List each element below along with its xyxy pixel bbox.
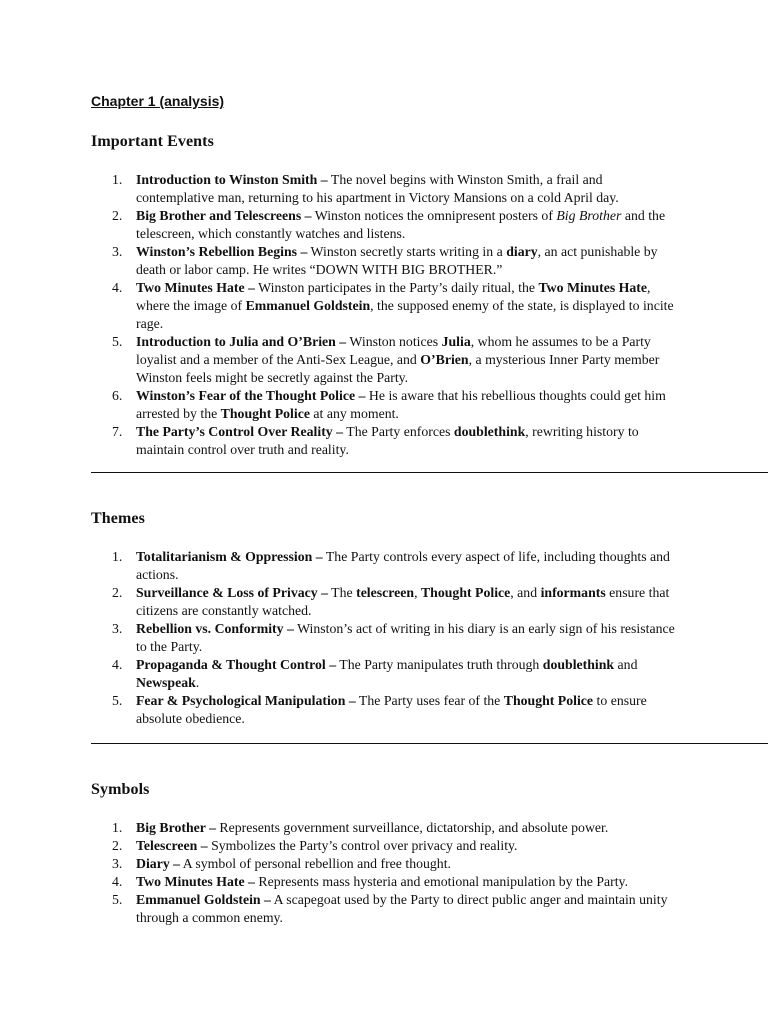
list-item [91,207,676,243]
list-item-number: 5. [112,693,123,708]
bold-term: Emmanuel Goldstein [245,298,371,313]
bold-term: O’Brien [420,352,469,367]
bold-term: Thought Police [420,585,511,600]
bold-term: Emmanuel Goldstein – [136,892,271,907]
list-item-number: 3. [112,621,123,636]
list-item-text: ensure that citizens are constantly watched. [136,585,670,618]
bold-term: The Party’s Control Over Reality – [136,424,344,439]
bold-term: Introduction to Julia and O’Brien – [136,334,347,349]
list-item-text: The novel begins with Winston Smith, a frail and contemplative man, returning to his apartment in Victory Mansions on a cold April day. [136,172,619,205]
list-item-text: Winston notices [346,334,442,349]
list-item-number: 1. [112,549,123,564]
bold-term: Winston’s Rebellion Begins – [136,244,308,259]
bold-term: Fear & Psychological Manipulation – [136,693,356,708]
list-item-number: 1. [112,820,123,835]
list-item [91,873,676,891]
list-item [91,692,676,728]
list-item [91,548,676,584]
list-item [91,819,676,837]
list-item-text: , rewriting history to maintain control over truth and reality. [136,424,639,457]
list-item-text: Represents mass hysteria and emotional manipulation by the Party. [254,874,629,889]
list-item-text: A scapegoat used by the Party to direct public anger and maintain unity through a common enemy. [136,892,668,925]
bold-term: doublethink [453,424,526,439]
list-item-text: and the telescreen, which constantly watches and listens. [136,208,666,241]
bold-term: Propaganda & Thought Control – [136,657,337,672]
list-item [91,584,676,620]
list-item-text: Winston’s act of writing in his diary is an early sign of his resistance to the Party. [136,621,675,654]
bold-term: Thought Police [503,693,594,708]
list-item-number: 2. [112,208,123,223]
list-item-number: 2. [112,838,123,853]
list-item-number: 4. [112,874,123,889]
bold-term: informants [540,585,606,600]
list-item-text: A symbol of personal rebellion and free thought. [180,856,451,871]
list-item [91,243,676,279]
list-item-text: , a mysterious Inner Party member Winston feels might be secretly against the Party. [136,352,660,385]
bold-term: Two Minutes Hate – [136,280,255,295]
list-item-number: 5. [112,892,123,907]
list-item-number: 7. [112,424,123,439]
bold-term: telescreen [356,585,415,600]
list-item [91,837,676,855]
section-heading-important-events: Important Events [91,133,214,150]
list-item-text: Symbolizes the Party’s control over privacy and reality. [207,838,518,853]
list-item-number: 3. [112,244,123,259]
list-item-number: 3. [112,856,123,871]
list-item-text: to ensure absolute obedience. [136,693,647,726]
bold-term: Rebellion vs. Conformity – [136,621,294,636]
list-item-text: Winston secretly starts writing in a [307,244,507,259]
bold-term: Totalitarianism & Oppression – [136,549,323,564]
list-item-text: The Party enforces [343,424,454,439]
section-divider [91,743,768,744]
bold-term: diary [506,244,538,259]
list-item [91,171,676,207]
list-item-number: 1. [112,172,123,187]
list-item-text: , where the image of [136,280,651,313]
list-item [91,855,676,873]
bold-term: Introduction to Winston Smith – [136,172,328,187]
list-item-text: He is aware that his rebellious thoughts could get him arrested by the [136,388,666,421]
list-item [91,656,676,692]
bold-term: Diary – [136,856,181,871]
list-item-text: The Party controls every aspect of life, including thoughts and actions. [136,549,670,582]
italic-term: Big Brother [556,208,622,223]
list-item-number: 4. [112,280,123,295]
list-item [91,891,676,927]
list-item [91,387,676,423]
bold-term: Thought Police [220,406,310,421]
section-heading-symbols: Symbols [91,781,150,798]
bold-term: Surveillance & Loss of Privacy – [136,585,328,600]
list-item-text: and [614,657,638,672]
list-item-number: 6. [112,388,123,403]
document-title: Chapter 1 (analysis) [91,93,225,109]
list-item-text: , whom he assumes to be a Party loyalist and a member of the Anti-Sex League, and [136,334,651,367]
bold-term: Two Minutes Hate – [136,874,255,889]
list-item-text: The Party manipulates truth through [336,657,543,672]
bold-term: doublethink [542,657,615,672]
list-item [91,620,676,656]
list-item-text: , and [510,585,541,600]
list-item-text: , an act punishable by death or labor camp. He writes “DOWN WITH BIG BROTHER.” [136,244,658,277]
bold-term: Winston’s Fear of the Thought Police – [136,388,366,403]
list-item-text: The Party uses fear of the [355,693,504,708]
bold-term: Julia [441,334,471,349]
symbols-list [91,819,676,927]
bold-term: Big Brother – [136,820,216,835]
bold-term: Telescreen – [136,838,208,853]
bold-term: Big Brother and Telescreens – [136,208,312,223]
themes-list [91,548,676,728]
bold-term: Two Minutes Hate [538,280,648,295]
list-item-text: The [327,585,357,600]
list-item-text: Winston participates in the Party’s daily ritual, the [254,280,539,295]
section-heading-themes: Themes [91,510,145,527]
section-divider [91,472,768,473]
list-item-text: Winston notices the omnipresent posters of [311,208,557,223]
list-item-number: 4. [112,657,123,672]
list-item-number: 5. [112,334,123,349]
bold-term: Newspeak [136,675,196,690]
important-events-list [91,171,676,459]
list-item [91,279,676,333]
list-item-text: Represents government surveillance, dictatorship, and absolute power. [215,820,609,835]
list-item [91,423,676,459]
list-item-text: . [195,675,200,690]
list-item-number: 2. [112,585,123,600]
list-item-text: at any moment. [309,406,399,421]
list-item [91,333,676,387]
list-item-text: , the supposed enemy of the state, is displayed to incite rage. [136,298,674,331]
list-item-text: , [414,585,421,600]
